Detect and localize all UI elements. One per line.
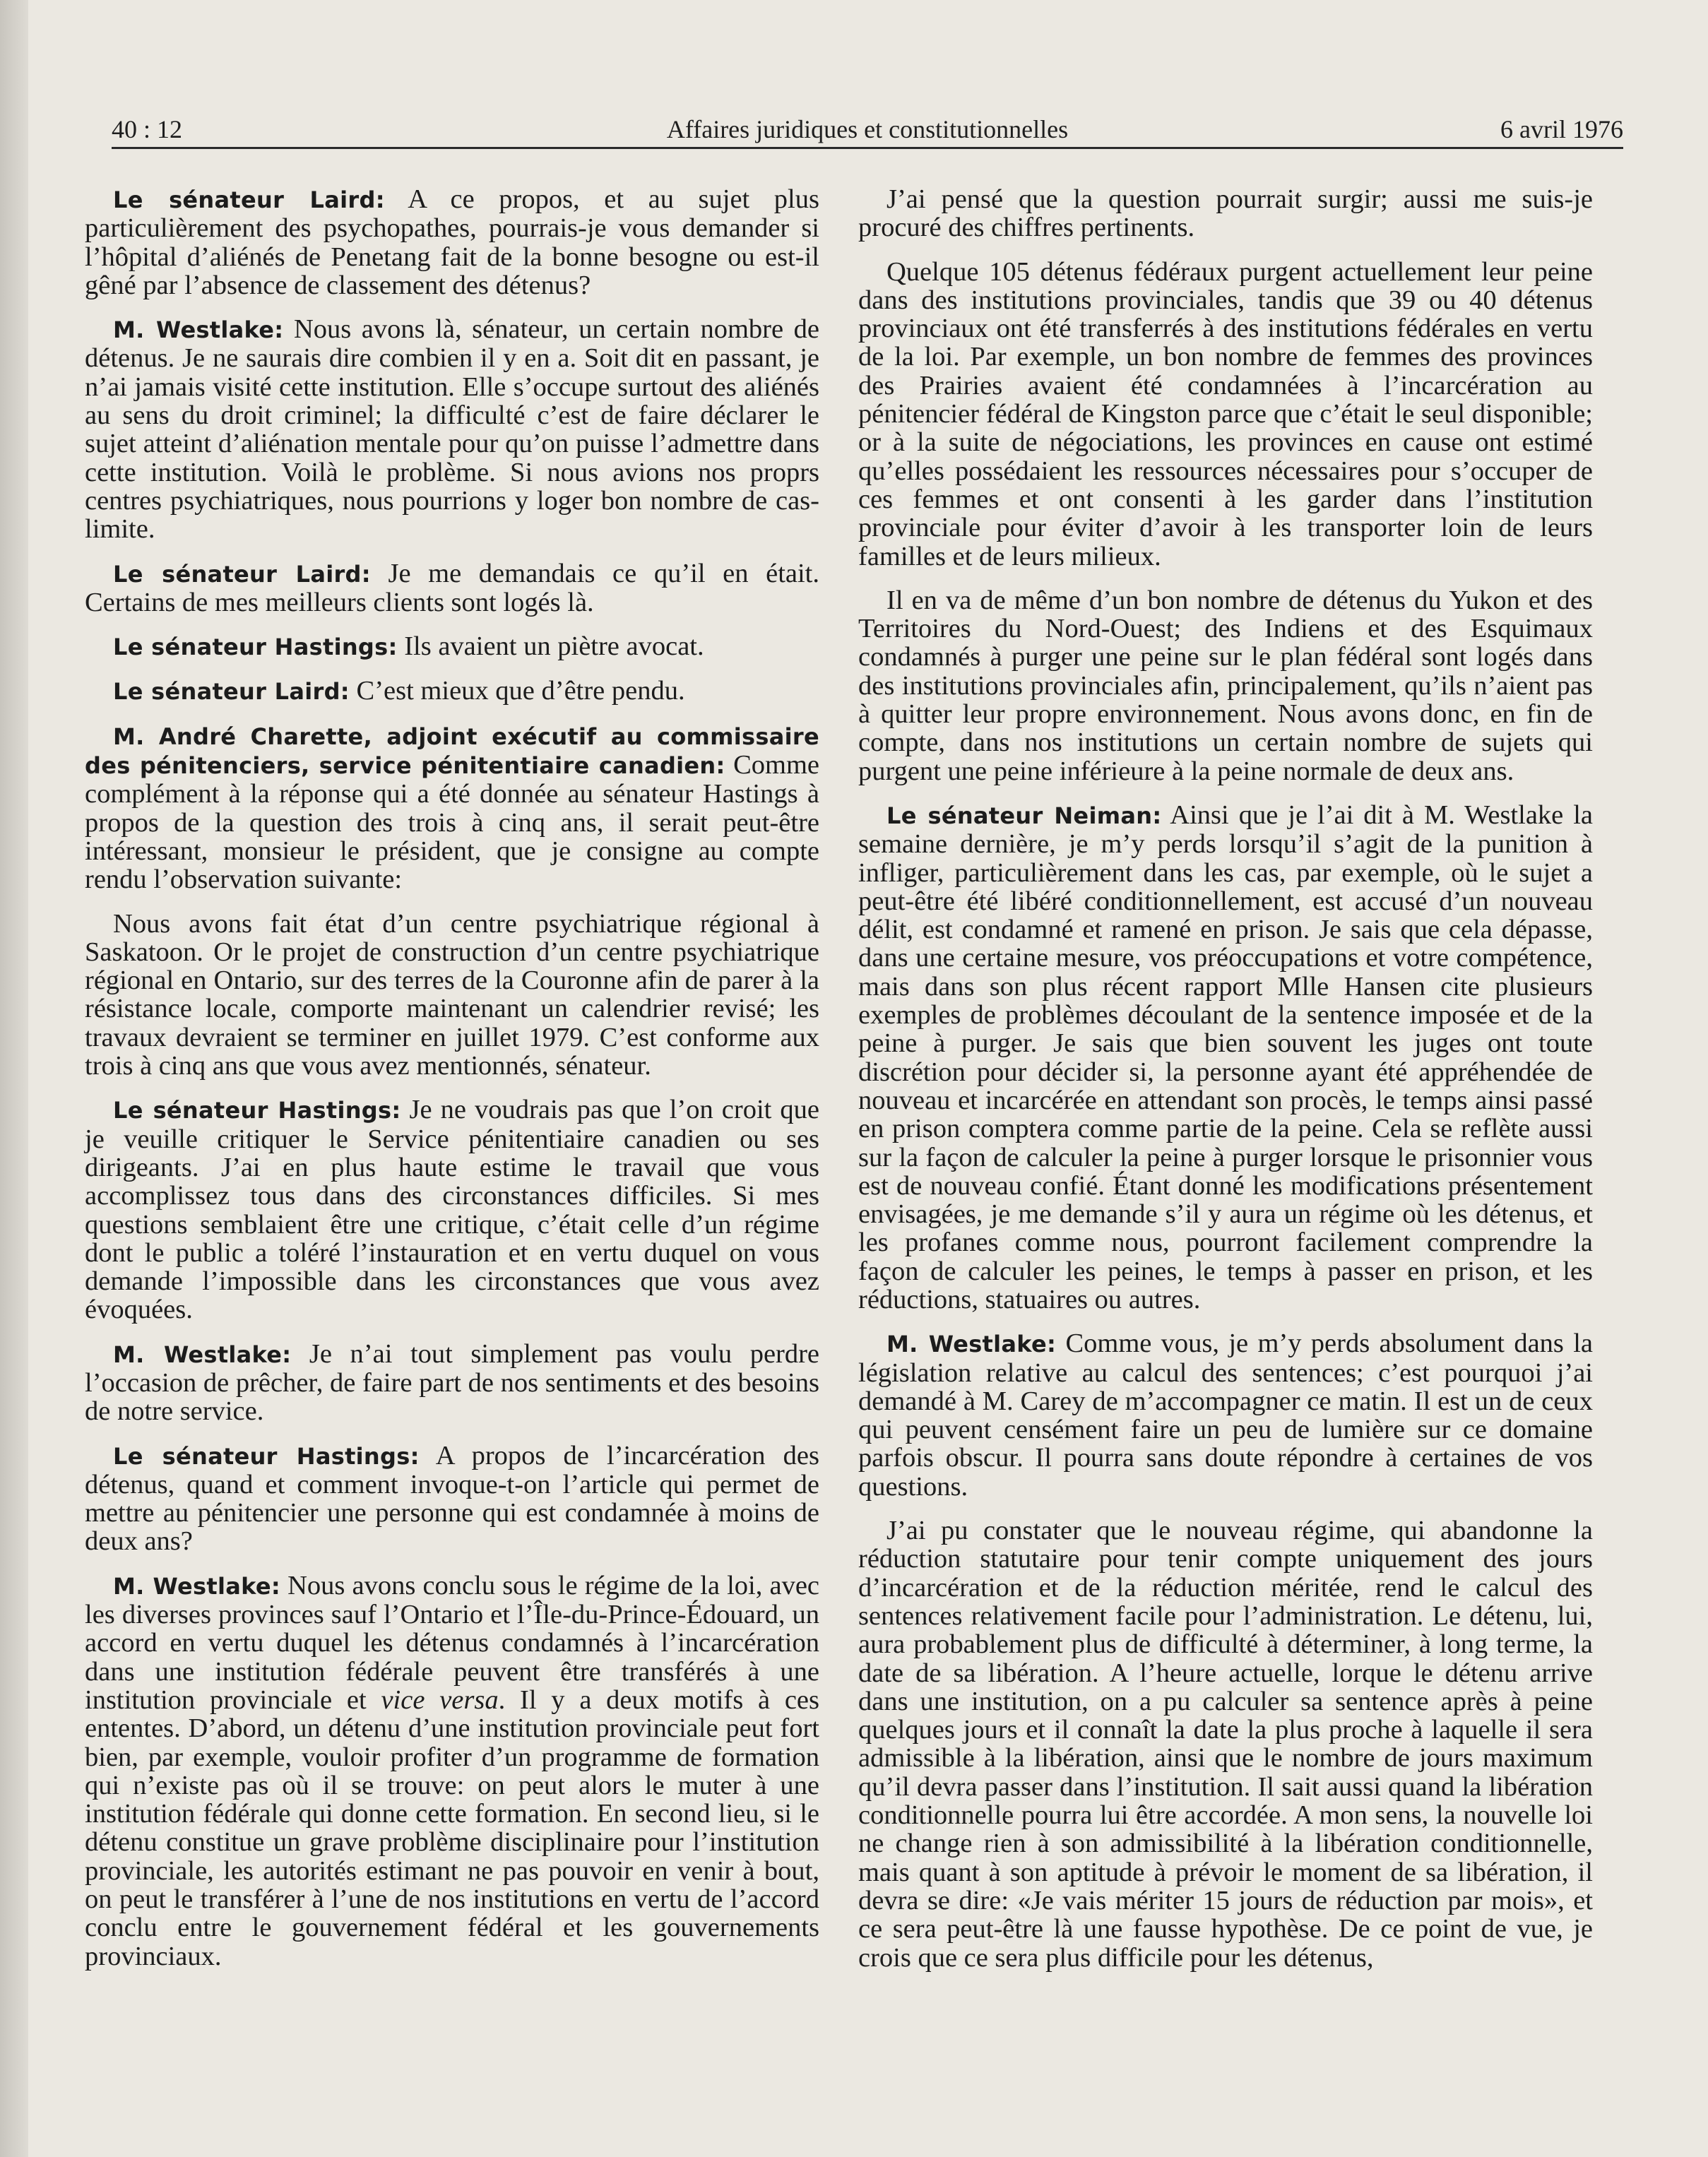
paragraph-text: Je n’ai tout simplement pas voulu perdre l’occasion de prêcher, de faire part de nos sentiments et des besoins de notre service. <box>85 1338 820 1427</box>
header-date: 6 avril 1976 <box>1500 115 1623 143</box>
page-number: 40 : 12 <box>112 115 183 143</box>
document-page <box>28 0 1708 2157</box>
speaker-label: M. Westlake: <box>886 1331 1057 1358</box>
running-header <box>112 112 1623 149</box>
paragraph <box>85 632 819 661</box>
paragraph-text: Je me demandais ce qu’il en était. Certains de mes meilleurs clients sont logés là. <box>85 558 819 617</box>
paragraph <box>85 1340 819 1426</box>
paragraph-text: Ils avaient un piètre avocat. <box>404 631 704 662</box>
paragraph <box>858 185 1593 242</box>
header-title: Affaires juridiques et constitutionnelles <box>666 115 1069 143</box>
paragraph <box>85 722 819 894</box>
speaker-label: M. Westlake: <box>113 1341 292 1368</box>
paragraph <box>858 801 1593 1314</box>
paragraph-text: Il en va de même d’un bon nombre de détenus du Yukon et des Territoires du Nord-Ouest; des Indiens et des Esquimaux condamnés à purger une peine sur le plan fédéral sont logés dans des institutions provinciales afin, principalement, qu’ils n’aient pas à quitter leur propre environnement. Nous avons donc, en fin de compte, dans nos institutions un certain nombre de sujets qui purgent une peine inférieure à la peine normale de deux ans. <box>858 585 1593 786</box>
speaker-label: M. Westlake: <box>113 316 284 344</box>
paragraph-text: A propos de l’incarcération des détenus, quand et comment invoque-t-on l’article qui permet de mettre au pénitencier une personne qui est condamnée à moins de deux ans? <box>85 1440 819 1557</box>
paragraph-text: Ainsi que je l’ai dit à M. Westlake la semaine dernière, je m’y perds lorsqu’il s’agit de la punition à infliger, particulièrement dans les cas, par exemple, où le sujet a peut-être été libéré conditionnellement, est accusé d’un nouveau délit, est condamné et ramené en prison. Je sais que cela dépasse, dans une certaine mesure, vos préoccupations et votre compétence, mais dans son plus récent rapport Mlle Hansen cite plusieurs exemples de problèmes découlant de la sentence imposée et de la peine à purger. Je sais que bien souvent les juges ont toute discrétion pour décider si, la personne ayant été appréhendée de nouveau et incarcérée en attendant son procès, le temps ainsi passé en prison comptera comme partie de la peine. Cela se reflète aussi sur la façon de calculer la peine à purger lorsque le prisonnier vous est de nouveau confié. Étant donné les modifications présentement envisagées, je me demande s’il y aura un régime où les détenus, et les profanes comme nous, pourront facilement comprendre la façon de calculer les peines, le temps à passer en prison, et les réductions, statuaires ou autres. <box>858 800 1593 1314</box>
paragraph <box>858 1329 1593 1501</box>
paragraph-text: Comme vous, je m’y perds absolument dans la législation relative au calcul des sentences; c’est pourquoi j’ai demandé à M. Carey de m’accompagner ce matin. Il est un de ceux qui peuvent censément faire un peu de lumière sur ce domaine parfois obscur. Il pourra sans doute répondre à certaines de vos questions. <box>858 1329 1593 1502</box>
speaker-label: Le sénateur Laird: <box>113 560 371 588</box>
paragraph-text: Nous avons là, sénateur, un certain nombre de détenus. Je ne saurais dire combien il y en a. Soit dit en passant, je n’ai jamais visité cette institution. Elle s’occupe surtout des aliénés au sens du droit criminel; la difficulté c’est de faire déclarer le sujet atteint d’aliénation mentale pour qu’on puisse l’admettre dans cette institution. Voilà le problème. Si nous avions nos proprs centres psychiatriques, nous pourrions y loger bon nombre de cas-limite. <box>85 314 819 545</box>
right-column <box>858 185 1593 1987</box>
speaker-label: Le sénateur Hastings: <box>113 634 398 661</box>
paragraph-text: Comme complément à la réponse qui a été donnée au sénateur Hastings à propos de la question des trois à cinq ans, il serait peut-être intéressant, monsieur le président, que je consigne au compte rendu l’observation suivante: <box>85 750 820 895</box>
speaker-label: M. Westlake: <box>113 1572 280 1600</box>
paragraph-text: C’est mieux que d’être pendu. <box>356 676 685 706</box>
speaker-label: Le sénateur Hastings: <box>113 1097 401 1124</box>
paragraph <box>85 185 819 299</box>
left-column <box>85 185 819 1986</box>
paragraph <box>85 677 819 706</box>
paragraph-text: Nous avons conclu sous le régime de la loi, avec les diverses provinces sauf l’Ontario et l’Île-du-Prince-Édouard, un accord en vertu duquel les détenus condamnés à l’incarcération dans une institution fédérale peuvent être transférés à une institution provinciale et <box>85 1570 820 1715</box>
paragraph-text: Je ne voudrais pas que l’on croit que je veuille critiquer le Service pénitentiaire canadien ou ses dirigeants. J’ai en plus haute estime le travail que vous accomplissez tous dans des circonstances difficiles. Si mes questions semblaient être une critique, c’était celle d’un régime dont le public a toléré l’instauration et en vertu duquel on vous demande l’impossible dans les circonstances que vous avez évoquées. <box>85 1095 819 1325</box>
speaker-label: Le sénateur Hastings: <box>113 1442 420 1470</box>
paragraph <box>858 258 1593 571</box>
paragraph-text: J’ai pensé que la question pourrait surgir; aussi me suis-je procuré des chiffres pertinents. <box>858 184 1593 243</box>
italic-text: vice versa <box>381 1684 499 1715</box>
paragraph-text: Quelque 105 détenus fédéraux purgent actuellement leur peine dans des institutions provinciales, tandis que 39 ou 40 détenus provinciaux ont été transferrés à des institutions fédérales en vertu de la loi. Par exemple, un bon nombre de femmes des provinces des Prairies avaient été condamnées à l’incarcération au pénitencier fédéral de Kingston parce que c’était le seul disponible; or à la suite de négociations, les provinces en cause ont estimé qu’elles possédaient les ressources nécessaires pour s’occuper de ces femmes et ont consenti à les garder dans l’institution provinciale pour éviter d’avoir à les transporter loin de leurs familles et de leurs milieux. <box>858 256 1593 571</box>
paragraph-text: Nous avons fait état d’un centre psychiatrique régional à Saskatoon. Or le projet de construction d’un centre psychiatrique régional en Ontario, sur des terres de la Couronne afin de parer à la résistance locale, comporte maintenant un calendrier revisé; les travaux devraient se terminer en juillet 1979. C’est conforme aux trois à cinq ans que vous avez mentionnés, sénateur. <box>85 908 819 1081</box>
page-edge <box>0 0 28 2157</box>
paragraph <box>858 586 1593 785</box>
paragraph <box>858 1516 1593 1972</box>
speaker-label: Le sénateur Laird: <box>113 186 385 213</box>
paragraph <box>85 1571 819 1971</box>
paragraph <box>85 1442 819 1556</box>
paragraph-text: J’ai pu constater que le nouveau régime, qui abandonne la réduction statutaire pour tenir compte uniquement des jours d’incarcération et de la réduction méritée, rend le calcul des sentences relativement facile pour l’administration. Le détenu, lui, aura probablement plus de difficulté à déterminer, à long terme, la date de sa libération. A l’heure actuelle, lorque le détenu arrive dans une institution, on a pu calculer sa sentence après à peine quelques jours et il connaît la date la plus proche à laquelle il sera admissible à la libération, ainsi que le nombre de jours maximum qu’il devra passer dans l’institution. Il sait aussi quand la libération conditionnelle pourra lui être accordée. A mon sens, la nouvelle loi ne change rien à son admissibilité à la libération conditionnelle, mais quant à son aptitude à prévoir le moment de sa libération, il devra se dire: «Je vais mériter 15 jours de réduction par mois», et ce sera peut-être là une fausse hypothèse. De ce point de vue, je crois que ce sera plus difficile pour les détenus, <box>858 1516 1593 1973</box>
speaker-label: Le sénateur Laird: <box>113 678 350 706</box>
speaker-label: M. André Charette, adjoint exécutif au commissaire des pénitenciers, service pénitentiaire canadien: <box>85 723 819 780</box>
paragraph-text: A ce propos, et au sujet plus particulièrement des psychopathes, pourrais-je vous demander si l’hôpital d’aliénés de Penetang fait de la bonne besogne ou est-il gêné par l’absence de classement des détenus? <box>85 184 819 300</box>
speaker-label: Le sénateur Neiman: <box>886 802 1162 829</box>
paragraph <box>85 315 819 543</box>
paragraph <box>85 1095 819 1324</box>
paragraph-text: . Il y a deux motifs à ces ententes. D’abord, un détenu d’une institution provinciale peut fort bien, par exemple, vouloir profiter d’un programme de formation qui n’existe pas où il se trouve: on peut alors le muter à une institution fédérale qui donne cette formation. En second lieu, si le détenu constitue un grave problème disciplinaire pour l’institution provinciale, les autorités estimant ne pas pouvoir en venir à bout, on peut le transférer à l’une de nos institutions en vertu de l’accord conclu entre le gouvernement fédéral et les gouvernements provinciaux. <box>85 1684 819 1971</box>
paragraph <box>85 559 819 617</box>
paragraph <box>85 910 819 1081</box>
